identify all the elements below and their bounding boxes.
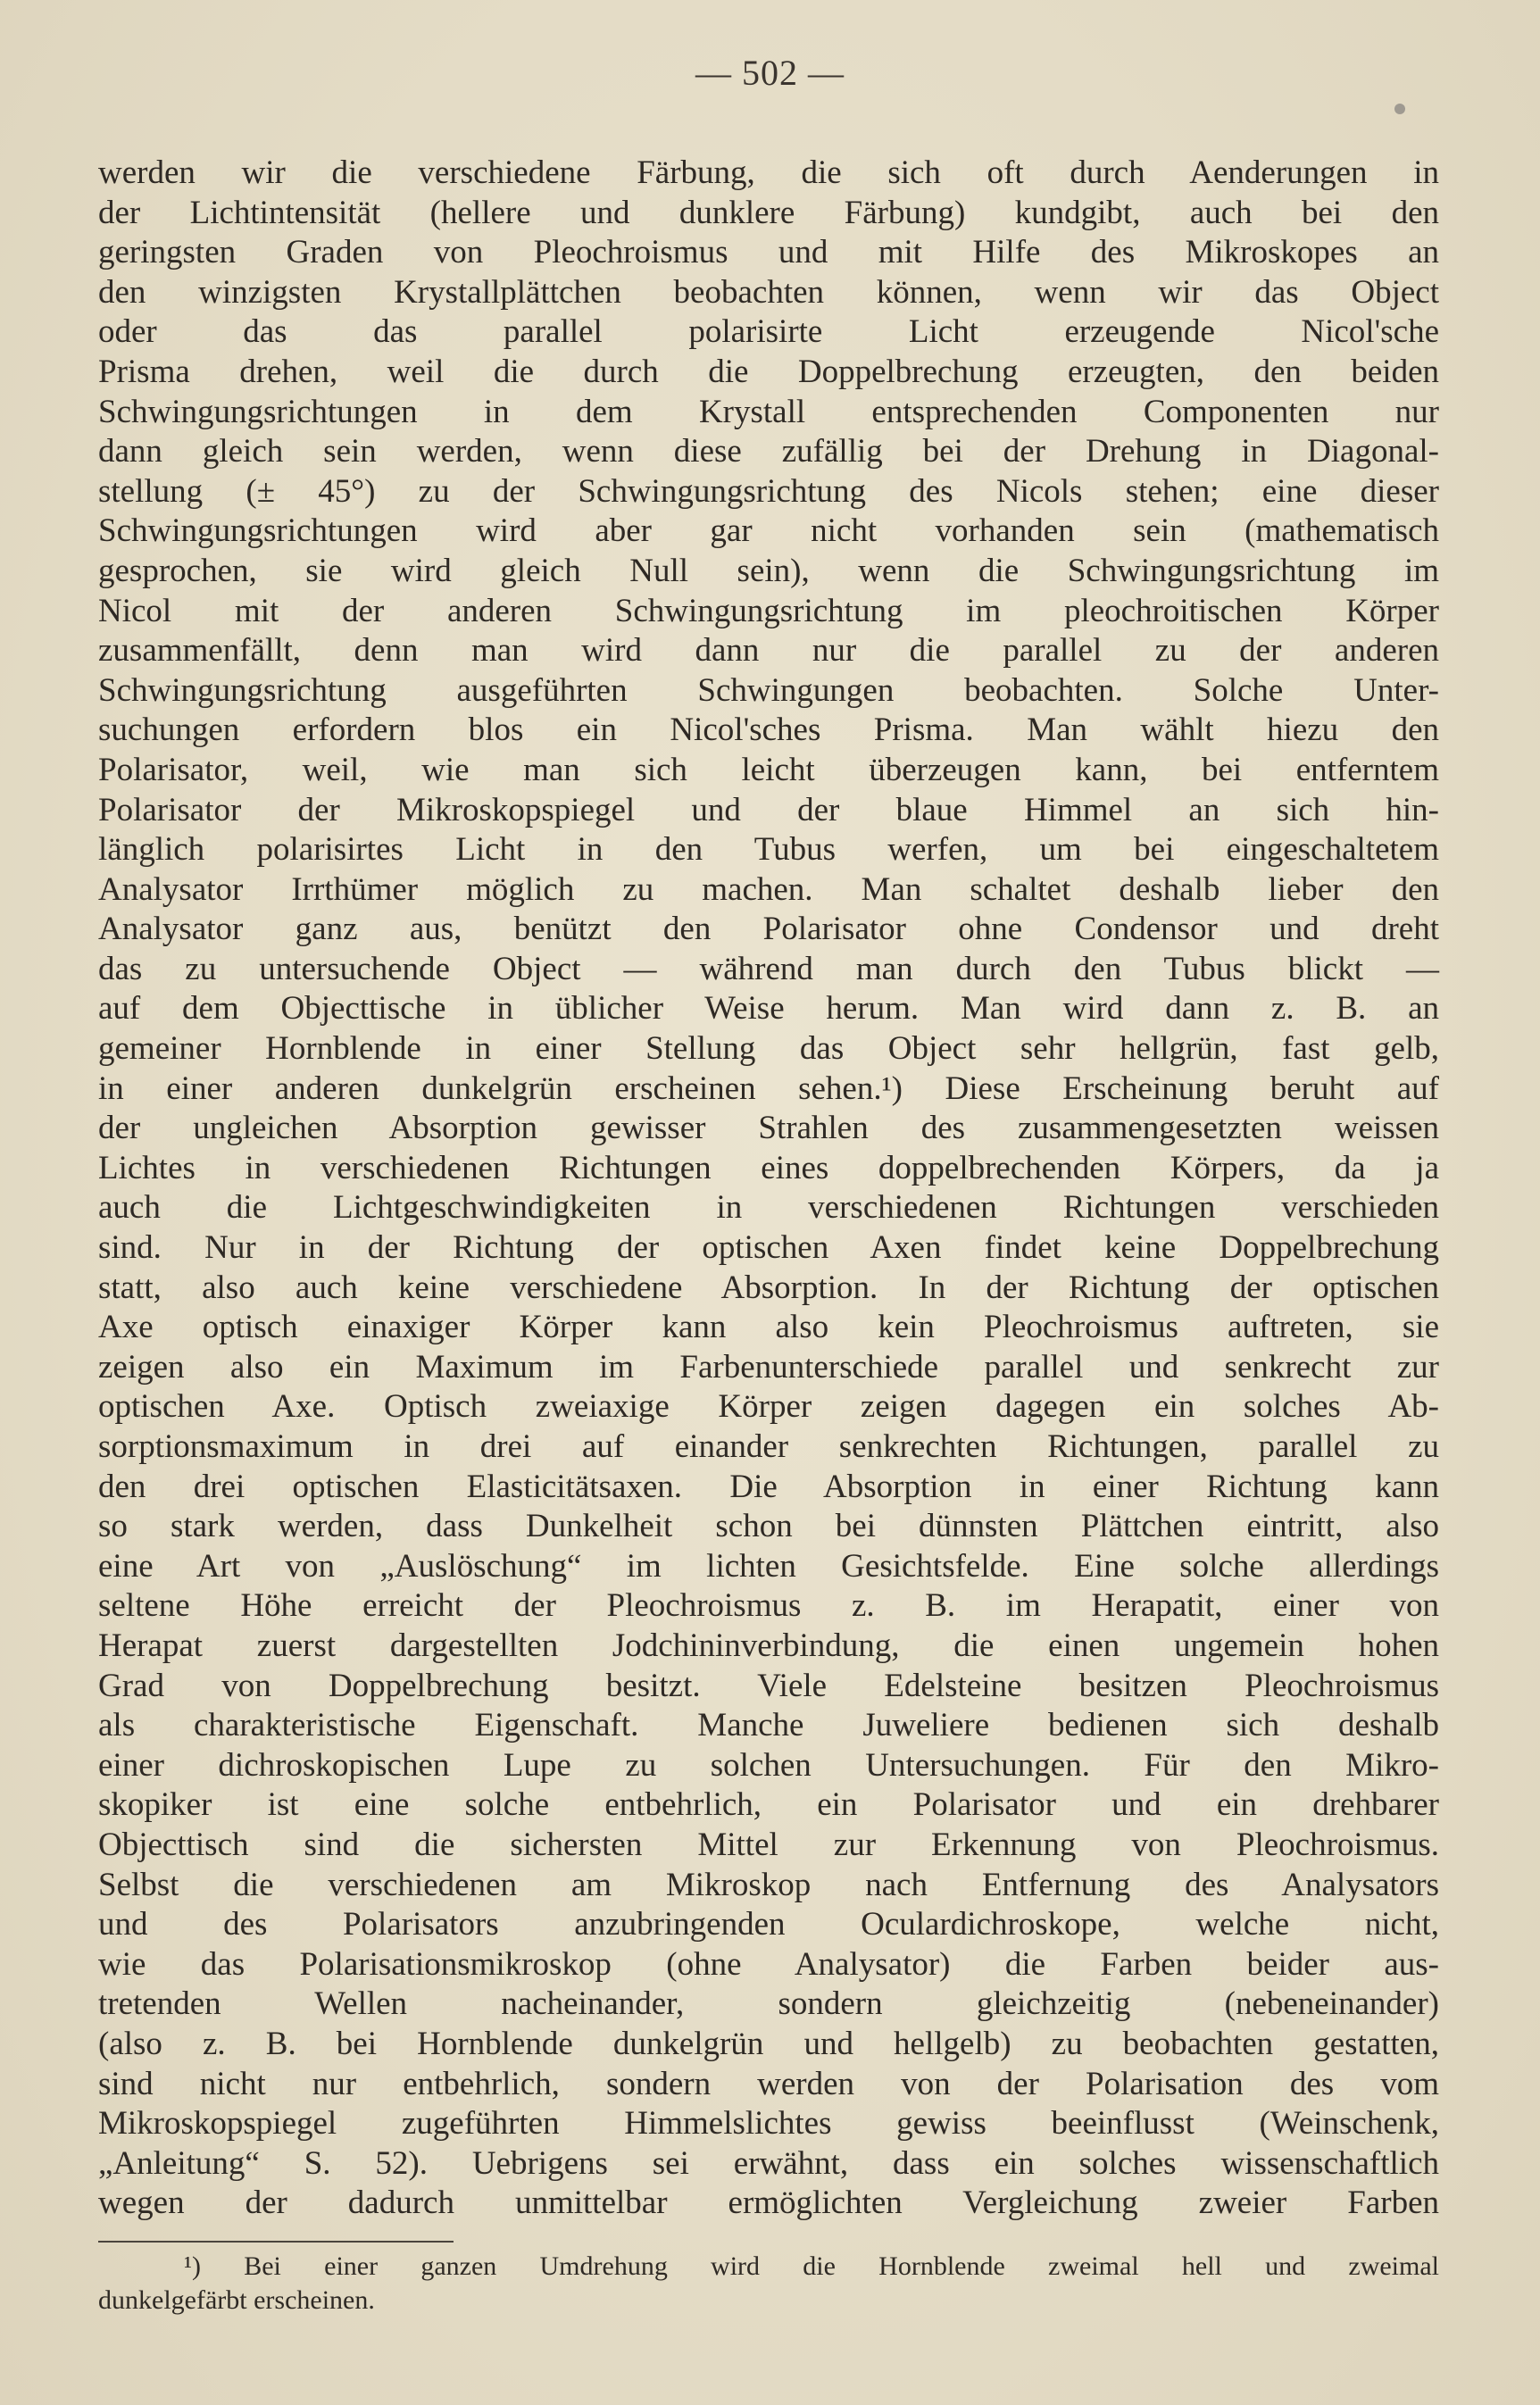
text-line: Lichtes in verschiedenen Richtungen eines doppelbrechenden Körpers, da ja — [98, 1149, 1439, 1186]
footnote-line: ¹) Bei einer ganzen Umdrehung wird die Hornblende zweimal hell und zweimal — [184, 2251, 1439, 2281]
text-line: als charakteristische Eigenschaft. Manche Juweliere bedienen sich deshalb — [98, 1707, 1439, 1744]
text-line: Polarisator der Mikroskopspiegel und der blaue Himmel an sich hin- — [98, 791, 1439, 828]
text-line: gemeiner Hornblende in einer Stellung das Object sehr hellgrün, fast gelb, — [98, 1030, 1439, 1068]
text-line: Schwingungsrichtungen wird aber gar nicht vorhanden sein (mathematisch — [98, 512, 1439, 550]
footnotes — [98, 2250, 1439, 2318]
text-line: und des Polarisators anzubringenden Oculardichroskope, welche nicht, — [98, 1906, 1439, 1943]
text-line: Prisma drehen, weil die durch die Doppelbrechung erzeugten, den beiden — [98, 353, 1439, 390]
text-line: skopiker ist eine solche entbehrlich, ein Polarisator und ein drehbarer — [98, 1786, 1439, 1824]
text-line: sorptionsmaximum in drei auf einander senkrechten Richtungen, parallel zu — [98, 1428, 1439, 1465]
text-line: sind nicht nur entbehrlich, sondern werden von der Polarisation des vom — [98, 2065, 1439, 2102]
text-line: Axe optisch einaxiger Körper kann also kein Pleochroismus auftreten, sie — [98, 1309, 1439, 1346]
body-text — [98, 154, 1439, 2224]
text-line: wie das Polarisationsmikroskop (ohne Analysator) die Farben beider aus- — [98, 1945, 1439, 1983]
ink-spot — [1394, 104, 1405, 114]
text-line: das zu untersuchende Object — während man durch den Tubus blickt — — [98, 950, 1439, 987]
text-line: wegen der dadurch unmittelbar ermöglichten Vergleichung zweier Farben — [98, 2184, 1439, 2222]
text-line: dann gleich sein werden, wenn diese zufällig bei der Drehung in Diagonal- — [98, 433, 1439, 470]
footnote-separator — [98, 2241, 454, 2243]
page-number: — 502 — — [695, 53, 845, 93]
text-line: Objecttisch sind die sichersten Mittel zur Erkennung von Pleochroismus. — [98, 1826, 1439, 1863]
text-line: Schwingungsrichtungen in dem Krystall entsprechenden Componenten nur — [98, 393, 1439, 430]
text-line: stellung (± 45°) zu der Schwingungsrichtung des Nicols stehen; eine dieser — [98, 472, 1439, 510]
text-line: tretenden Wellen nacheinander, sondern gleichzeitig (nebeneinander) — [98, 1985, 1439, 2023]
text-line: seltene Höhe erreicht der Pleochroismus z. B. im Herapatit, einer von — [98, 1587, 1439, 1625]
text-line: den winzigsten Krystallplättchen beobachten können, wenn wir das Object — [98, 273, 1439, 311]
text-line: Polarisator, weil, wie man sich leicht überzeugen kann, bei entferntem — [98, 751, 1439, 788]
text-line: eine Art von „Auslöschung“ im lichten Gesichtsfelde. Eine solche allerdings — [98, 1547, 1439, 1585]
text-line: den drei optischen Elasticitätsaxen. Die Absorption in einer Richtung kann — [98, 1468, 1439, 1505]
text-line: so stark werden, dass Dunkelheit schon bei dünnsten Plättchen eintritt, also — [98, 1508, 1439, 1545]
text-line: Mikroskopspiegel zugeführten Himmelslichtes gewiss beeinflusst (Weinschenk, — [98, 2105, 1439, 2143]
text-line: statt, also auch keine verschiedene Absorption. In der Richtung der optischen — [98, 1269, 1439, 1306]
text-line: auch die Lichtgeschwindigkeiten in verschiedenen Richtungen verschieden — [98, 1189, 1439, 1227]
text-line: Nicol mit der anderen Schwingungsrichtung im pleochroitischen Körper — [98, 592, 1439, 629]
text-line: Selbst die verschiedenen am Mikroskop nach Entfernung des Analysators — [98, 1866, 1439, 1903]
text-line: einer dichroskopischen Lupe zu solchen Untersuchungen. Für den Mikro- — [98, 1746, 1439, 1784]
text-line: der Lichtintensität (hellere und dunklere Färbung) kundgibt, auch bei den — [98, 194, 1439, 231]
text-line: Grad von Doppelbrechung besitzt. Viele Edelsteine besitzen Pleochroismus — [98, 1667, 1439, 1704]
text-line: geringsten Graden von Pleochroismus und mit Hilfe des Mikroskopes an — [98, 234, 1439, 271]
text-line: Herapat zuerst dargestellten Jodchininverbindung, die einen ungemein hohen — [98, 1627, 1439, 1664]
text-line: (also z. B. bei Hornblende dunkelgrün und hellgelb) zu beobachten gestatten, — [98, 2025, 1439, 2062]
text-line: Analysator Irrthümer möglich zu machen. Man schaltet deshalb lieber den — [98, 870, 1439, 908]
text-line: länglich polarisirtes Licht in den Tubus werfen, um bei eingeschaltetem — [98, 831, 1439, 869]
text-line: suchungen erfordern blos ein Nicol'sches Prisma. Man wählt hiezu den — [98, 712, 1439, 749]
text-line: zusammenfällt, denn man wird dann nur die parallel zu der anderen — [98, 632, 1439, 670]
text-line: in einer anderen dunkelgrün erscheinen sehen.¹) Diese Erscheinung beruht auf — [98, 1069, 1439, 1107]
text-line: oder das das parallel polarisirte Licht erzeugende Nicol'sche — [98, 313, 1439, 351]
text-line: „Anleitung“ S. 52). Uebrigens sei erwähnt, dass ein solches wissenschaftlich — [98, 2144, 1439, 2182]
text-line: werden wir die verschiedene Färbung, die sich oft durch Aenderungen in — [98, 154, 1439, 191]
text-line: zeigen also ein Maximum im Farbenunterschiede parallel und senkrecht zur — [98, 1348, 1439, 1386]
text-line: gesprochen, sie wird gleich Null sein), wenn die Schwingungsrichtung im — [98, 552, 1439, 589]
text-line: Schwingungsrichtung ausgeführten Schwingungen beobachten. Solche Unter- — [98, 671, 1439, 709]
text-line: Analysator ganz aus, benützt den Polarisator ohne Condensor und dreht — [98, 911, 1439, 948]
footnote-line: dunkelgefärbt erscheinen. — [98, 2285, 375, 2315]
text-line: optischen Axe. Optisch zweiaxige Körper zeigen dagegen ein solches Ab- — [98, 1388, 1439, 1426]
text-line: auf dem Objecttische in üblicher Weise herum. Man wird dann z. B. an — [98, 990, 1439, 1028]
text-line: der ungleichen Absorption gewisser Strahlen des zusammengesetzten weissen — [98, 1110, 1439, 1147]
text-line: sind. Nur in der Richtung der optischen Axen findet keine Doppelbrechung — [98, 1229, 1439, 1267]
